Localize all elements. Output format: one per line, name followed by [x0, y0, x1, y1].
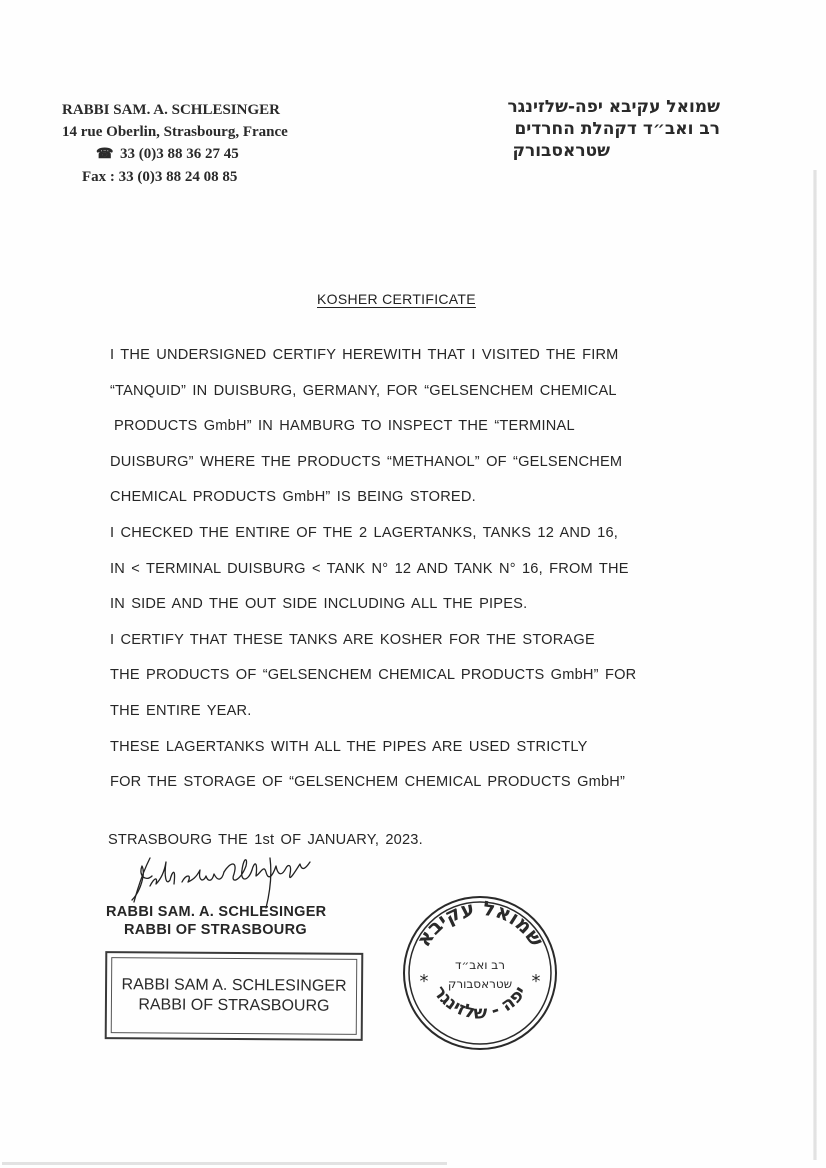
seal-center-title: רב ואב״ד: [454, 958, 506, 972]
body-line: THE ENTIRE YEAR.: [110, 702, 252, 719]
date-line: STRASBOURG THE 1st OF JANUARY, 2023.: [108, 832, 423, 848]
seal-bottom-arc: יפה - שלזינגר: [428, 982, 532, 1024]
signatory-title: RABBI OF STRASBOURG: [124, 922, 307, 938]
letterhead-fax: Fax : 33 (0)3 88 24 08 85: [82, 169, 238, 185]
seal-star-left: *: [419, 971, 429, 992]
letterhead-name: RABBI SAM. A. SCHLESINGER: [62, 102, 280, 118]
body-line: I CERTIFY THAT THESE TANKS ARE KOSHER FOR THE STORAGE: [110, 631, 595, 648]
page-bottom-edge: [2, 1162, 447, 1165]
stamp-box-title: RABBI OF STRASBOURG: [138, 996, 330, 1015]
seal-top-arc: שמואל עקיבא: [411, 895, 549, 951]
certificate-body: [110, 345, 700, 808]
letterhead-phone: 33 (0)3 88 36 27 45: [120, 146, 239, 162]
letterhead-left: [62, 99, 322, 188]
body-line: IN SIDE AND THE OUT SIDE INCLUDING ALL THE PIPES.: [110, 596, 528, 613]
letterhead-hebrew-city: שטראסבורק: [512, 141, 610, 161]
letterhead-hebrew-title: רב ואב״ד דקהלת החרדים: [514, 119, 720, 139]
body-line: THESE LAGERTANKS WITH ALL THE PIPES ARE USED STRICTLY: [110, 738, 588, 755]
letterhead-hebrew-name: שמואל עקיבא יפה-שלזינגר: [507, 97, 720, 117]
body-line: I THE UNDERSIGNED CERTIFY HEREWITH THAT I VISITED THE FIRM: [110, 347, 619, 363]
stamp-box-name: RABBI SAM A. SCHLESINGER: [121, 976, 347, 995]
body-line: THE PRODUCTS OF “GELSENCHEM CHEMICAL PRODUCTS GmbH” FOR: [110, 667, 637, 684]
body-line: FOR THE STORAGE OF “GELSENCHEM CHEMICAL PRODUCTS GmbH”: [110, 774, 626, 791]
rabbinical-seal: [400, 893, 560, 1053]
page-edge-shadow: [813, 170, 817, 1160]
body-line: IN < TERMINAL DUISBURG < TANK N° 12 AND TANK N° 16, FROM THE: [110, 560, 629, 577]
seal-star-right: *: [531, 971, 541, 992]
letterhead-address: 14 rue Oberlin, Strasbourg, France: [62, 124, 288, 140]
telephone-icon: ☎: [96, 147, 114, 162]
rubber-stamp-box: [105, 951, 364, 1041]
body-line: CHEMICAL PRODUCTS GmbH” IS BEING STORED.: [110, 489, 476, 506]
letterhead-hebrew: [470, 96, 720, 162]
body-line: PRODUCTS GmbH” IN HAMBURG TO INSPECT THE “TERMINAL: [114, 418, 575, 435]
letterhead-phone-row: [62, 143, 322, 166]
svg-text:שמואל עקיבא: [411, 896, 549, 951]
body-line: I CHECKED THE ENTIRE OF THE 2 LAGERTANKS, TANKS 12 AND 16,: [110, 524, 619, 541]
seal-center-city: שטראסבורק: [447, 977, 513, 991]
body-line: “TANQUID” IN DUISBURG, GERMANY, FOR “GELSENCHEM CHEMICAL: [110, 382, 617, 399]
signatory-block: [106, 903, 326, 939]
document-title: KOSHER CERTIFICATE: [317, 291, 476, 307]
handwritten-signature: [120, 852, 320, 910]
body-line: DUISBURG” WHERE THE PRODUCTS “METHANOL” OF “GELSENCHEM: [110, 453, 623, 470]
signatory-name: RABBI SAM. A. SCHLESINGER: [106, 904, 327, 920]
